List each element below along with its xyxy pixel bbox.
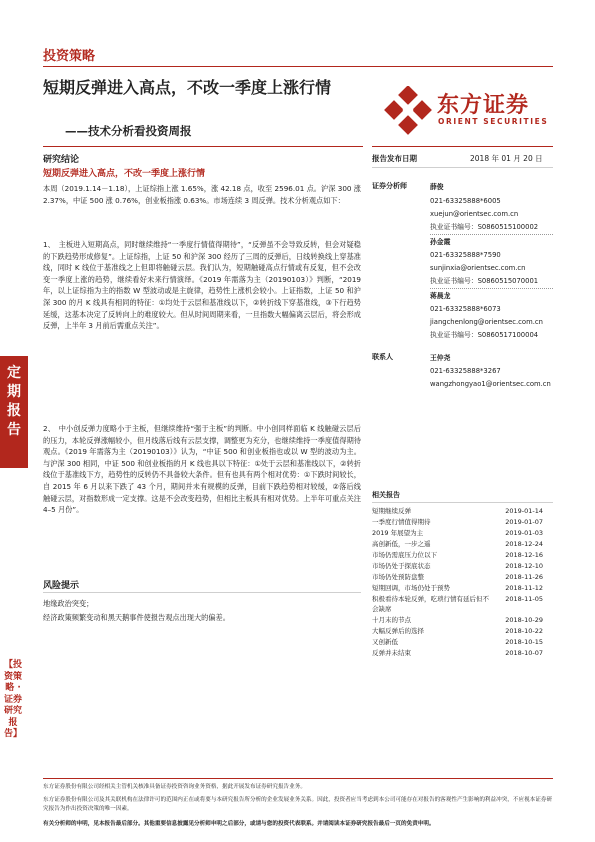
- risk-item-2: 经济政策频繁变动和黑天鹅事件使报告观点出现大的偏差。: [43, 613, 230, 622]
- related-report-date: 2018-11-05: [505, 595, 543, 603]
- related-report-date: 2018-10-22: [505, 627, 543, 635]
- analyst-email[interactable]: xuejun@orientsec.com.cn: [430, 210, 519, 218]
- header-divider: [43, 66, 553, 67]
- footer-disclaimer-3: 有关分析师的申明，见本报告最后部分。其他重要信息披露见分析师申明之后部分，或请与您的投资代表联系。并请阅读本证券研究报告最后一页的免责申明。: [43, 821, 435, 827]
- related-reports-heading: 相关报告: [372, 491, 400, 499]
- risk-item-1: 地缘政治突变；: [43, 599, 94, 608]
- contact-email[interactable]: wangzhongyao1@orientsec.com.cn: [430, 380, 551, 388]
- related-report-title: 短期继续反弹: [372, 507, 411, 515]
- footer-divider: [43, 778, 553, 779]
- related-report-title: 市场仍需底压力位以下: [372, 551, 437, 559]
- related-report-title: 市场仍处预防盘整: [372, 573, 424, 581]
- related-report-title: 积极看待本轮反弹，吃琐行情有延后但不会缺席: [372, 595, 489, 613]
- analyst-name: 薛俊: [430, 183, 444, 191]
- related-report-date: 2019-01-07: [505, 518, 543, 526]
- research-heading: 研究结论: [43, 155, 80, 165]
- related-report-date: 2018-12-16: [505, 551, 543, 559]
- analyst-license: 执业证书编号：S0860517100004: [430, 331, 539, 339]
- related-report-date: 2018-12-10: [505, 562, 543, 570]
- related-report-date: 2018-11-12: [505, 584, 543, 592]
- contact-phone: 021-63325888*3267: [430, 367, 501, 375]
- related-report-title: 十月末的节点: [372, 616, 411, 624]
- analyst-name: 蒋晨龙: [430, 292, 451, 300]
- right-divider: [372, 146, 553, 147]
- related-divider: [372, 502, 553, 503]
- report-date: 2018 年 01 月 20 日: [470, 154, 543, 163]
- main-divider: [43, 146, 363, 147]
- date-divider: [372, 167, 553, 168]
- analyst-phone: 021-63325888*6073: [430, 305, 501, 313]
- logo-chinese-text: 东方证券: [437, 93, 530, 118]
- analyst-phone: 021-63325888*7590: [430, 251, 501, 259]
- report-title: 短期反弹进入高点，不改一季度上涨行情: [43, 78, 332, 97]
- research-subheading: 短期反弹进入高点，不改一季度上涨行情: [43, 169, 206, 179]
- analyst-license: 执业证书编号：S0860515100002: [430, 223, 539, 231]
- related-report-date: 2018-10-15: [505, 638, 543, 646]
- related-report-title: 又创新低: [372, 638, 398, 646]
- contact-role-label: 联系人: [372, 353, 393, 361]
- contact-name: 王仲尧: [430, 354, 451, 362]
- risk-heading: 风险提示: [43, 581, 80, 591]
- side-category-label: 【投资策略 · 证券研究报告】: [4, 660, 23, 739]
- related-report-title: 高创新低，一步之遥: [372, 540, 431, 548]
- related-report-date: 2019-01-03: [505, 529, 543, 537]
- related-report-date: 2018-10-07: [505, 649, 543, 657]
- analyst-license: 执业证书编号：S0860515070001: [430, 277, 539, 285]
- analyst-phone: 021-63325888*6005: [430, 197, 501, 205]
- related-report-date: 2018-10-29: [505, 616, 543, 624]
- related-report-title: 短期回调，市场仍处于预势: [372, 584, 450, 592]
- analyst-role-label: 证券分析师: [372, 182, 407, 190]
- summary-paragraph: 本周（2019.1.14－1.18），上证综指上涨 1.65%，涨 42.18 点，收至 2596.01 点。沪深 300 涨 2.37%，中证 500 涨 0.76%，创业板指涨 0.63%。市场连续 3 周反弹。技术分析观点如下：: [43, 184, 361, 205]
- point-1-paragraph: 1、 主板进入短期高点，同时继续维持“一季度行情值得期待”，“反弹虽不会导致反转，但会对疑稳的下跌趋势形成修复”。上证综指，上证 50 和沪深 300 经历了三周的反弹后，日线转换线上穿基准线，同时 K 线位于基准线之上但即将触碰云层。我们认为，短期触碰高点行情或有反复，但不会改变一季度上涨的趋势，继续看好未来行情演绎。《2019 年需落为主（20190103）》判断，“2019 年，以上证综指为主的指数 W 型波动或是主旋律，趋势性上涨机会较小。上证指数，上证 50 和沪深 300 的月 K 线具有相同的特征：①均处于云层和基准线以下，②转折线下穿基准线，③下行趋势延缓，这基本决定了反转向上的难度较大。但从时间周期来看，一旦指数大幅偏离云层后，将会形成反弹，上半年 3 月前后需重点关注”。: [43, 240, 361, 331]
- analyst-email[interactable]: jiangchenlong@orientsec.com.cn: [430, 318, 543, 326]
- report-type-label: 定期报告: [7, 365, 21, 438]
- related-report-date: 2019-01-14: [505, 507, 543, 515]
- related-report-date: 2018-11-26: [505, 573, 543, 581]
- related-report-title: 大幅反弹后的选择: [372, 627, 424, 635]
- report-type-band: [0, 356, 28, 468]
- point-2-paragraph: 2、 中小创反弹力度略小于主板，但继续维持“强于主板”的判断。中小创同样面临 K 线触碰云层后的压力，本轮反弹涨幅较小，但月线落后线有云层支撑，调整更为充分，也继续维持一季度值得期待观点。《2019 年需落为主（20190103）》认为，“中证 500 和创业板指也或以 W 型的波动为主。与沪深 300 相同，中证 500 和创业板指的月 K 线也具以下特征：①处于云层和基准线以下，②转折线位于基准线下方，趋势性的反转仍不具备较大条件。但有也具有两个相对优势：①下跌时间较长，自 2015 年 6 月以来下跌了 43 个月，期间并未有规模的反弹，目前下跌趋势相对较缓，②落后线触碰云层，对指数形成一定支撑。这是不会改变趋势，但相比主板具有相对优势。上半年可重点关注 4–5 月份”。: [43, 424, 361, 515]
- footer-disclaimer-2: 东方证券股份有限公司及其关联机构在法律许可的范围内正在或将要与本研究报告所分析的企业发展业务关系。因此，投资者应当考虑到本公司可能存在对报告的客观性产生影响的利益冲突，不应视本证券研究报告为作出投资决策的唯一因素。: [43, 797, 553, 812]
- logo-mark-icon: [383, 86, 435, 136]
- related-report-title: 市场仍处于探底状态: [372, 562, 431, 570]
- risk-divider: [43, 592, 361, 593]
- related-report-title: 2019 年展望为主: [372, 529, 424, 537]
- analyst-email[interactable]: sunjinxia@orientsec.com.cn: [430, 264, 526, 272]
- related-report-date: 2018-12-24: [505, 540, 543, 548]
- company-logo: [383, 86, 558, 136]
- analyst-name: 孙金霞: [430, 238, 451, 246]
- report-category: 投资策略: [43, 49, 96, 64]
- related-report-title: 反弹并未结束: [372, 649, 411, 657]
- footer-disclaimer-1: 东方证券股份有限公司经相关主管机关核准具备证券投资咨询业务资格，据此开展发布证券研究报告业务。: [43, 784, 306, 790]
- date-label: 报告发布日期: [372, 154, 417, 163]
- report-subtitle: ——技术分析看投资周报: [65, 124, 192, 138]
- logo-english-text: ORIENT SECURITIES: [438, 117, 549, 126]
- related-report-title: 一季度行情值得期待: [372, 518, 431, 526]
